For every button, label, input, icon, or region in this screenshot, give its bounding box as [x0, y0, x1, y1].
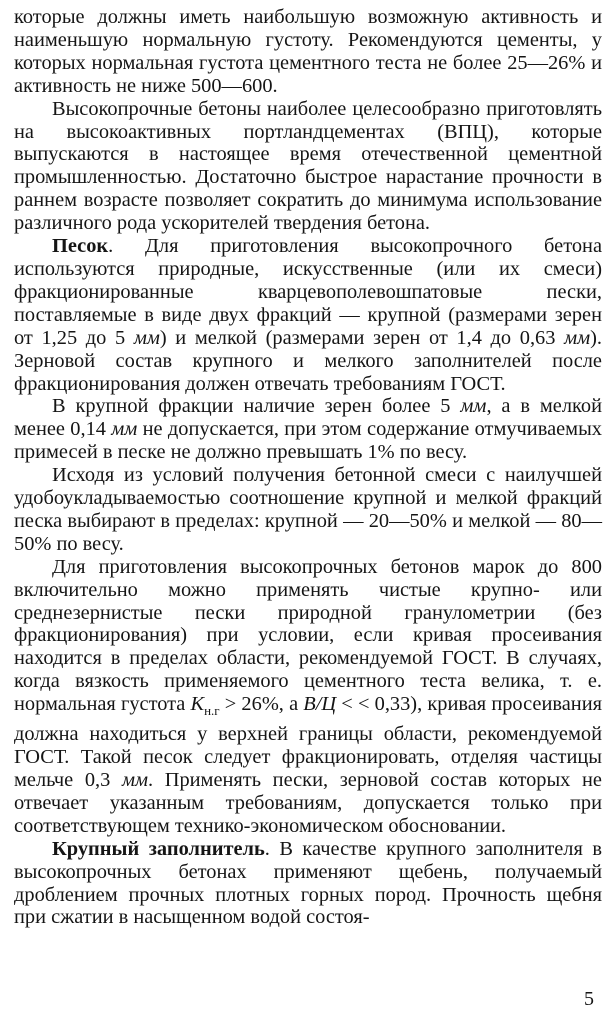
paragraph-natural-sand: Для приготовления высокопрочных бетонов марок до 800 включительно можно применять чистые крупно- или среднезернистые пески природной гранулометрии (без фракционирования) при условии, если кривая просеивания находится в пределах области, рекомендуемой ГОСТ. В случаях, когда вязкость применяемого цементного теста велика, т. е. нормальная густота $К_{н.г} > 26\%$, а В/Ц < < 0,33), кривая просеивания должна находиться у верхней границы области, рекомендуемой ГОСТ. Такой песок следует фракционировать, отделяя частицы мельче 0,3 мм. Применять пески, зерновой состав которых не отвечает указанным требованиям, допускается только при соответствующем технико-экономическом обосновании.	[14, 555, 602, 837]
body-text	[14, 6, 602, 929]
paragraph-high-strength-concrete: Высокопрочные бетоны наиболее целесообразно приготовлять на высокоактивных портландцементах (ВПЦ), которые выпускаются в настоящее время отечественной цементной промышленностью. Достаточно быстрое нарастание прочности в раннем возрасте позволяет сократить до минимума использование различного рода ускорителей твердения бетона.	[14, 97, 602, 235]
paragraph-coarse-aggregate: Крупный заполнитель. В качестве крупного заполнителя в высокопрочных бетонах применяют щебень, получаемый дроблением прочных плотных горных пород. Прочность щебня при сжатии в насыщенном водой состоя-	[14, 837, 602, 929]
variable-w-c: В/Ц	[303, 693, 337, 716]
subscript-ng: н.г	[204, 703, 220, 719]
sand-heading: Песок	[52, 235, 109, 258]
paragraph-coarse-fraction: В крупной фракции наличие зерен более 5 мм, а в мелкой менее 0,14 мм не допускается, при этом содержание отмучиваемых примесей в песке не должно превышать 1% по весу.	[14, 395, 602, 464]
coarse-aggregate-heading: Крупный заполнитель	[52, 837, 265, 860]
paragraph-fraction-ratio: Исходя из условий получения бетонной смеси с наилучшей удобоукладываемостью соотношение крупной и мелкой фракций песка выбирают в пределах: крупной — 20—50% и мелкой — 80—50% по весу.	[14, 464, 602, 555]
page-number: 5	[584, 988, 594, 1010]
paragraph-sand: Песок. Для приготовления высокопрочного бетона используются природные, искусственные (или их смеси) фракционированные кварцевополевошпатовые пески, поставляемые в виде двух фракций — крупной (размерами зерен от 1,25 до 5 мм) и мелкой (размерами зерен от 1,4 до 0,63 мм). Зерновой состав крупного и мелкого заполнителей после фракционирования должен отвечать требованиям ГОСТ.	[14, 235, 602, 395]
paragraph-cement-requirements: которые должны иметь наибольшую возможную активность и наименьшую нормальную густоту. Рекомендуются цементы, у которых нормальная густота цементного теста не более 25—26% и активность не ниже 500—600.	[14, 6, 602, 97]
variable-k: К	[190, 693, 205, 716]
